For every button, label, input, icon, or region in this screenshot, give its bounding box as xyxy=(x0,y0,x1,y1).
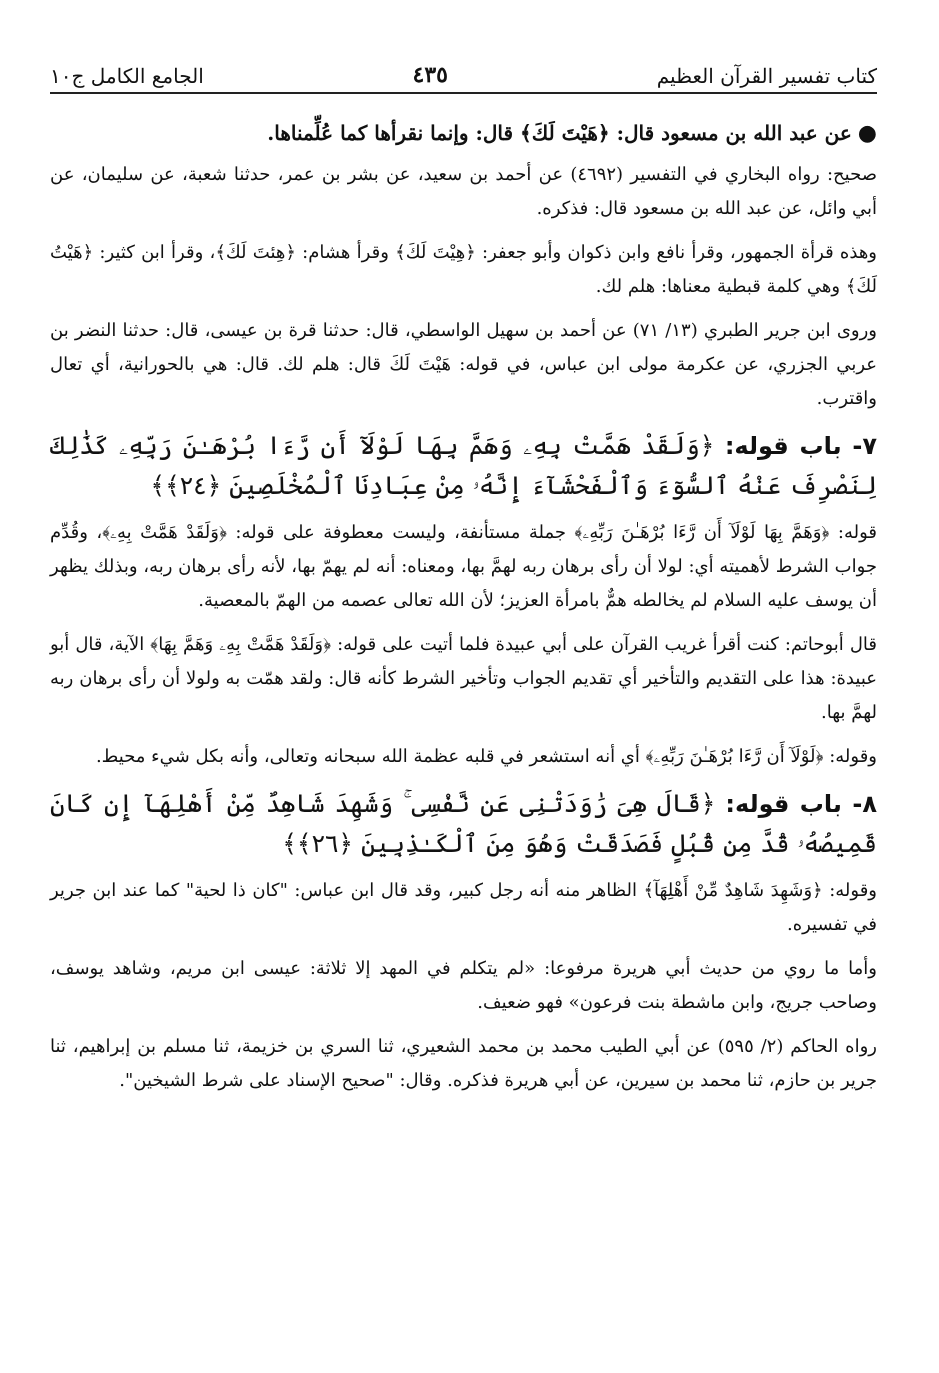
paragraph: صحيح: رواه البخاري في التفسير (٤٦٩٢) عن أحمد بن سعيد، عن بشر بن عمر، حدثنا شعبة، عن سليمان، عن أبي وائل، عن عبد الله بن مسعود قال: فذكره. xyxy=(50,164,877,219)
chapter-heading-verse: ﴿قَالَ هِىَ رَٰوَدَتْنِى عَن نَّفْسِى ۚ وَشَهِدَ شَاهِدٌ مِّنْ أَهْلِهَآ إِن كَانَ قَمِيصُهُۥ قُدَّ مِن قُبُلٍ فَصَدَقَتْ وَهُوَ مِنَ ٱلْكَـٰذِبِينَ ﴿٢٦﴾﴾ xyxy=(50,789,877,858)
hadith-text xyxy=(50,116,877,150)
paragraph: رواه الحاكم (٢/ ٥٩٥) عن أبي الطيب محمد بن محمد الشعيري، ثنا السري بن خزيمة، ثنا مسلم بن إبراهيم، ثنا جرير بن حازم، ثنا محمد بن سيرين، عن أبي هريرة فذكره. وقال: "صحيح الإسناد على شرط الشيخين". xyxy=(50,1036,877,1091)
paragraph: وأما ما روي من حديث أبي هريرة مرفوعا: «لم يتكلم في المهد إلا ثلاثة: عيسى ابن مريم، وشاهد يوسف، وصاحب جريج، وابن ماشطة بنت فرعون» فهو ضعيف. xyxy=(50,958,877,1013)
hadith-text-content: عن عبد الله بن مسعود قال: ﴿هَيْتَ لَكَ﴾ قال: وإنما نقرأها كما عُلِّمناها. xyxy=(267,121,852,145)
bullet-icon: ● xyxy=(857,120,877,146)
paragraph: قال أبوحاتم: كنت أقرأ غريب القرآن على أبي عبيدة فلما أتيت على قوله: ﴿وَلَقَدْ هَمَّتْ بِهِۦ وَهَمَّ بِهَا﴾ الآية، قال أبو عبيدة: هذا على التقديم والتأخير أي تقديم الجواب وتأخير الشرط كأنه قال: ولقد همّت به ولولا أن رأى برهان ربه لهمَّ بها. xyxy=(50,634,877,723)
paragraph: وروى ابن جرير الطبري (١٣/ ٧١) عن أحمد بن سهيل الواسطي، قال: حدثنا قرة بن عيسى، قال: حدثنا النضر بن عربي الجزري، عن عكرمة مولى ابن عباس، في قوله: هَيْتَ لَكَ قال: هلم لك. قال: هي بالحورانية، أي تعال واقترب. xyxy=(50,320,877,409)
chapter-heading xyxy=(50,784,877,864)
chapter-heading-label: ٧- باب قوله: xyxy=(724,432,878,460)
paragraph: وقوله: ﴿وَشَهِدَ شَاهِدٌ مِّنْ أَهْلِهَآ﴾ الظاهر منه أنه رجل كبير، وقد قال ابن عباس: "كان ذا لحية" كما عند ابن جرير في تفسيره. xyxy=(50,880,877,935)
chapter-heading xyxy=(50,426,877,506)
chapter-heading-label: ٨- باب قوله: xyxy=(725,790,877,818)
paragraph: قوله: ﴿وَهَمَّ بِهَا لَوْلَآ أَن رَّءَا بُرْهَـٰنَ رَبِّهِۦ﴾ جملة مستأنفة، وليست معطوفة على قوله: ﴿وَلَقَدْ هَمَّتْ بِهِۦ﴾، وقُدِّم جواب الشرط لأهميته أي: لولا أن رأى برهان ربه لهمَّ بها، ومعناه: أنه لم يهمّ بها، لأنه رأى برهان ربه، وبذلك يظهر أن يوسف عليه السلام لم يخالطه همٌّ بامرأة العزيز؛ لأن الله تعالى عصمه من الهمّ بالمعصية. xyxy=(50,522,877,611)
chapter-heading-verse: ﴿وَلَقَدْ هَمَّتْ بِهِۦ وَهَمَّ بِهَا لَوْلَآ أَن رَّءَا بُرْهَـٰنَ رَبِّهِۦ كَذَٰلِكَ لِنَصْرِفَ عَنْهُ ٱلسُّوٓءَ وَٱلْفَحْشَآءَ إِنَّهُۥ مِنْ عِبَادِنَا ٱلْمُخْلَصِينَ ﴿٢٤﴾﴾ xyxy=(50,431,877,500)
page-body xyxy=(50,116,877,1108)
page-number: ٤٣٥ xyxy=(412,62,448,88)
paragraph: وهذه قرأة الجمهور، وقرأ نافع وابن ذكوان وأبو جعفر: ﴿هِيْتَ لَكَ﴾ وقرأ هشام: ﴿هِئتَ لَكَ﴾، وقرأ ابن كثير: ﴿هَيْتُ لَكَ﴾ وهي كلمة قبطية معناها: هلم لك. xyxy=(50,242,878,297)
header-volume-title: الجامع الكامل ج١٠ xyxy=(50,64,204,88)
header-book-title: كتاب تفسير القرآن العظيم xyxy=(656,64,877,88)
page-header xyxy=(50,58,877,94)
paragraph: وقوله: ﴿لَوْلَآ أَن رَّءَا بُرْهَـٰنَ رَبِّهِۦ﴾ أي أنه استشعر في قلبه عظمة الله سبحانه وتعالى، وأنه بكل شيء محيط. xyxy=(95,746,877,767)
